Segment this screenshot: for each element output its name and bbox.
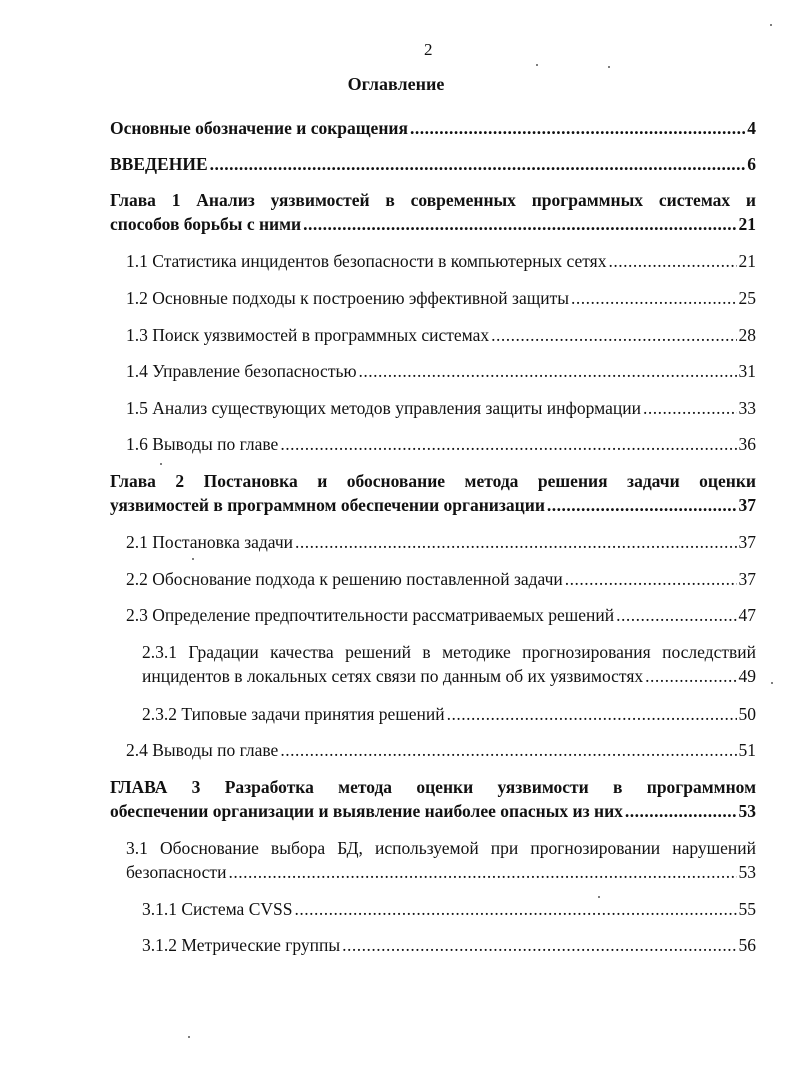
toc-entry-2-2[interactable] [126,567,756,591]
toc-entry-text: 3.1.1 Система CVSS [142,899,293,919]
dot-leader [303,212,736,236]
toc-entry-2-1[interactable] [126,530,756,554]
dot-leader [547,493,737,517]
toc-entry-text: 1.6 Выводы по главе [126,434,279,454]
toc-entry-text-line2: инцидентов в локальных сетях связи по данным об их уязвимостях [142,666,644,686]
toc-page-number: 21 [738,251,756,271]
toc-entry-introduction[interactable] [110,152,756,176]
dot-leader [228,860,736,884]
scan-speck [771,682,773,684]
toc-page-number: 33 [738,398,756,418]
dot-leader [210,152,746,176]
toc-entry-2-3[interactable] [126,603,756,627]
dot-leader [565,567,737,591]
toc-entry-text: 1.2 Основные подходы к построению эффективной защиты [126,288,569,308]
toc-page-number: 31 [738,361,756,381]
toc-page-number: 47 [738,605,756,625]
scan-speck [188,1036,190,1038]
toc-entry-chapter-2[interactable] [110,469,756,517]
toc-entry-text-line1: Глава 2 Постановка и обоснование метода решения задачи оценки [110,471,756,491]
toc-entry-1-6[interactable] [126,432,756,456]
toc-entry-text-line2: уязвимостей в программном обеспечении организации [110,495,545,515]
toc-entry-text: 2.3 Определение предпочтительности рассматриваемых решений [126,605,615,625]
toc-page-number: 56 [738,935,756,955]
toc-page-number: 36 [738,434,756,454]
toc-entry-text: 2.4 Выводы по главе [126,740,279,760]
scan-speck [536,64,538,66]
scan-speck [192,558,194,560]
dot-leader [410,116,745,140]
toc-entry-abbreviations[interactable] [110,116,756,140]
scan-speck [608,66,610,68]
dot-leader [359,359,737,383]
toc-entry-text: 1.1 Статистика инцидентов безопасности в компьютерных сетях [126,251,607,271]
toc-page-number: 6 [747,154,756,174]
toc-entry-1-1[interactable] [126,249,756,273]
toc-entry-1-4[interactable] [126,359,756,383]
toc-entry-chapter-3[interactable] [110,775,756,823]
toc-entry-2-3-1[interactable] [142,640,756,688]
toc-entry-text-line2: обеспечении организации и выявление наиболее опасных из них [110,801,623,821]
toc-page-number: 49 [738,666,756,686]
dot-leader [643,396,737,420]
toc-entry-text: 2.2 Обоснование подхода к решению поставленной задачи [126,569,563,589]
dot-leader [571,286,737,310]
dot-leader [294,897,736,921]
toc-entry-text-line1: Глава 1 Анализ уязвимостей в современных программных системах и [110,190,756,210]
toc-entry-2-3-2[interactable] [142,702,756,726]
toc-page-number: 50 [738,704,756,724]
toc-entry-text-line2: способов борьбы с ними [110,214,302,234]
toc-page-number: 4 [747,118,756,138]
dot-leader [645,664,736,688]
toc-entry-text: 3.1.2 Метрические группы [142,935,341,955]
toc-entry-3-1[interactable] [126,836,756,884]
scan-speck [770,24,772,26]
toc-page-number: 37 [738,569,756,589]
toc-entry-text: 2.3.2 Типовые задачи принятия решений [142,704,445,724]
toc-entry-text: ВВЕДЕНИЕ [110,154,208,174]
toc-entry-text-line1: 3.1 Обоснование выбора БД, используемой при прогнозировании нарушений [126,838,756,858]
dot-leader [342,933,736,957]
toc-page-number: 37 [738,495,756,515]
toc-entry-3-1-1[interactable] [142,897,756,921]
toc-entry-text: 1.3 Поиск уязвимостей в программных системах [126,325,490,345]
toc-entry-text: Основные обозначение и сокращения [110,118,408,138]
toc-title: Оглавление [347,74,445,94]
toc-page-number: 53 [738,801,756,821]
dot-leader [491,323,736,347]
dot-leader [625,799,737,823]
dot-leader [608,249,736,273]
toc-page-number: 28 [738,325,756,345]
toc-entry-1-2[interactable] [126,286,756,310]
page-number: 2 [424,40,433,59]
dot-leader [616,603,736,627]
toc-page-number: 21 [738,214,756,234]
toc-entry-1-3[interactable] [126,323,756,347]
toc-entry-text: 2.1 Постановка задачи [126,532,294,552]
toc-page-number: 25 [738,288,756,308]
toc-entry-2-4[interactable] [126,738,756,762]
toc-entry-text: 1.5 Анализ существующих методов управления защиты информации [126,398,641,418]
toc-entry-text-line2: безопасности [126,862,227,882]
dot-leader [280,432,736,456]
toc-page-number: 55 [738,899,756,919]
toc-entry-1-5[interactable] [126,396,756,420]
scan-speck [160,463,162,465]
toc-entry-3-1-2[interactable] [142,933,756,957]
toc-page-number: 37 [738,532,756,552]
scan-speck [598,896,600,898]
toc-page-number: 51 [738,740,756,760]
toc-entry-text: 1.4 Управление безопасностью [126,361,357,381]
toc-entry-text-line1: ГЛАВА 3 Разработка метода оценки уязвимости в программном [110,777,756,797]
toc-entry-text-line1: 2.3.1 Градации качества решений в методике прогнозирования последствий [142,642,756,662]
dot-leader [280,738,736,762]
dot-leader [447,702,737,726]
dot-leader [295,530,736,554]
toc-page-number: 53 [738,862,756,882]
toc-entry-chapter-1[interactable] [110,188,756,236]
